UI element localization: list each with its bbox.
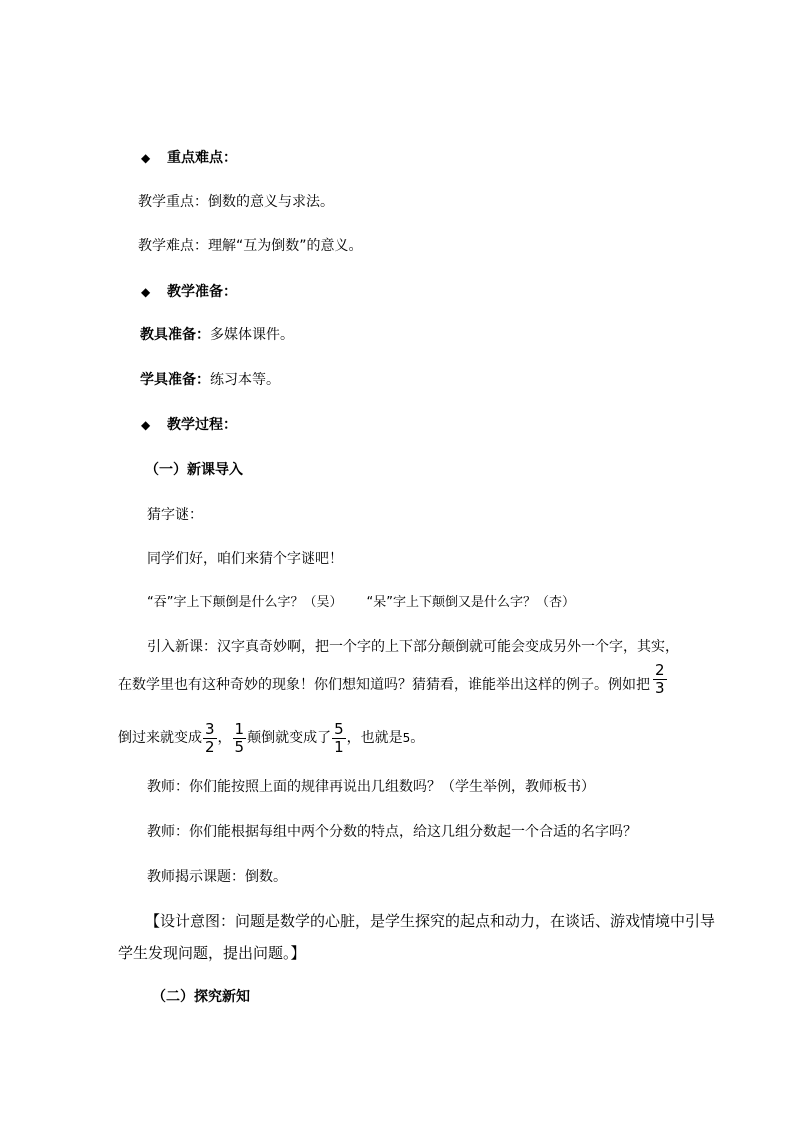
design-intent-line-2: 学生发现问题，提出问题。】 [118, 944, 306, 962]
diamond-bullet-icon: ◆ [141, 151, 151, 165]
riddle-line [147, 593, 575, 613]
fraction-denominator: 5 [234, 737, 245, 756]
riddle-2: “呆”字上下颠倒又是什么字？（杏） [366, 595, 575, 610]
focus-text: 倒数的意义与求法。 [208, 194, 334, 210]
intro-line-3 [118, 716, 424, 760]
student-prep-label: 学具准备： [140, 372, 210, 388]
intro-line-3-value: 5 [402, 731, 411, 745]
section-heading-process: 教学过程： [167, 417, 237, 433]
fraction-denominator: 1 [334, 737, 344, 756]
intro-line-2: 在数学里也有这种奇妙的现象！你们想知道吗？猜猜看，谁能举出这样的例子。例如把 [118, 677, 650, 693]
teacher-prep-line [140, 325, 294, 345]
riddle-1: “吞”字上下颠倒是什么字？（吴） [147, 595, 343, 610]
intro-line-3-b: 颠倒就变成了 [247, 730, 332, 746]
focus-label: 教学重点： [138, 194, 208, 210]
student-prep-text: 练习本等。 [210, 372, 280, 388]
teacher-prep-label: 教具准备： [140, 327, 210, 343]
fraction-numerator: 3 [205, 719, 215, 738]
fraction-five-over-one [332, 721, 346, 756]
section-heading-key-points: 重点难点： [167, 150, 237, 166]
design-intent-line-1: 【设计意图：问题是数学的心脏，是学生探究的起点和动力，在谈话、游戏情境中引导 [145, 912, 716, 930]
teacher-question-2: 教师：你们能根据每组中两个分数的特点，给这几组分数起一个合适的名字吗？ [147, 824, 637, 840]
fraction-numerator: 1 [234, 719, 245, 738]
fraction-numerator: 5 [334, 719, 344, 738]
intro-line-1: 引入新课：汉字真奇妙啊，把一个字的上下部分颠倒就可能会变成另外一个字，其实， [147, 639, 679, 655]
part1-title: （一）新课导入 [145, 462, 243, 478]
teacher-prep-text: 多媒体课件。 [210, 327, 294, 343]
teacher-reveal: 教师揭示课题：倒数。 [147, 869, 287, 885]
intro-line-3-end: 。 [410, 730, 425, 746]
intro-line-3-a: 倒过来就变成 [118, 730, 202, 746]
fraction-two-thirds [653, 662, 667, 697]
diamond-bullet-icon: ◆ [141, 418, 151, 432]
difficulty-text: 理解“互为倒数”的意义。 [208, 238, 363, 254]
fraction-denominator: 2 [205, 737, 215, 756]
intro-line-3-comma: ， [217, 730, 232, 746]
fraction-denominator: 3 [655, 679, 665, 697]
riddle-intro: 猜字谜： [147, 507, 203, 523]
intro-line-3-c: ，也就是 [346, 730, 403, 746]
student-prep-line [140, 370, 280, 390]
fraction-one-fifth [233, 721, 247, 756]
teacher-question-1: 教师：你们能按照上面的规律再说出几组数吗？（学生举例，教师板书） [147, 779, 595, 795]
fraction-three-halves [203, 721, 217, 756]
difficulty-line [138, 236, 363, 256]
greeting-line: 同学们好，咱们来猜个字谜吧！ [147, 551, 343, 567]
fraction-numerator: 2 [655, 661, 665, 679]
difficulty-label: 教学难点： [138, 238, 208, 254]
section-heading-preparation: 教学准备： [167, 284, 237, 300]
focus-line [138, 192, 334, 212]
part2-title: （二）探究新知 [152, 989, 250, 1005]
diamond-bullet-icon: ◆ [141, 285, 151, 299]
